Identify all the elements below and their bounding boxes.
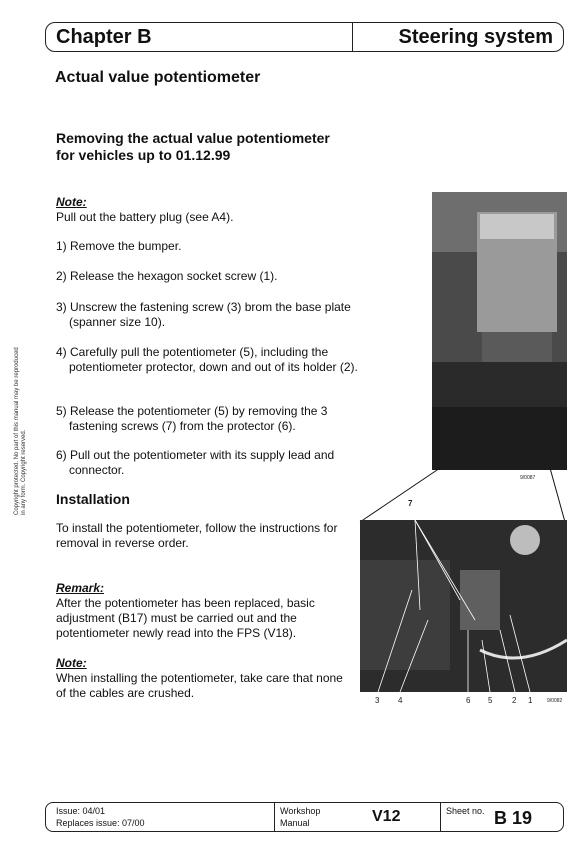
page-footer (45, 802, 564, 832)
copyright-text: Copyright protected. No part of this manual may be reproduced in any form. Copyright reserved. (14, 347, 27, 515)
note-heading: Note: (56, 195, 87, 209)
photo2-label: 7 (408, 499, 413, 508)
chapter-label: Chapter B (56, 26, 152, 48)
remark-text: After the potentiometer has been replaced, basic adjustment (B17) must be carried out and the potentiometer newly read into the FPS (V18). (56, 596, 315, 640)
replaces-issue-label: Replaces issue: 07/00 (56, 818, 145, 828)
note-text: When installing the potentiometer, take care that none of the cables are crushed. (56, 671, 343, 700)
step-item: 1) Remove the bumper. (56, 239, 182, 253)
photo2-label: 4 (398, 696, 403, 705)
note-heading: Note: (56, 656, 87, 670)
step-item: 6) Pull out the potentiometer with its supply lead and connector. (56, 448, 335, 477)
photo2-label: 1 (528, 696, 533, 705)
subtitle-line-2: for vehicles up to 01.12.99 (56, 147, 231, 163)
step-item: 3) Unscrew the fastening screw (3) brom the base plate (spanner size 10). (56, 300, 351, 329)
installation-text: To install the potentiometer, follow the instructions for removal in reverse order. (56, 521, 338, 550)
installation-heading: Installation (56, 491, 130, 507)
potentiometer-photo (360, 520, 567, 692)
footer-divider (274, 803, 275, 831)
step-item: 2) Release the hexagon socket screw (1). (56, 269, 278, 283)
topic-label: Steering system (398, 26, 553, 48)
issue-label: Issue: 04/01 (56, 806, 106, 816)
workshop-label: Workshop (280, 806, 321, 816)
step-item: 4) Carefully pull the potentiometer (5), including the potentiometer protector, down and out of its holder (2). (56, 345, 358, 374)
photo2-label: 5 (488, 696, 493, 705)
note-text: Pull out the battery plug (see A4). (56, 210, 234, 224)
sheet-number: B 19 (494, 808, 533, 828)
photo2-label: 6 (466, 696, 471, 705)
photo1-caption: 9/0087 (520, 475, 536, 481)
step-item: 5) Release the potentiometer (5) by removing the 3 fastening screws (7) from the protector (6). (56, 404, 328, 433)
photo2-label: 3 (375, 696, 380, 705)
page-title: Actual value potentiometer (55, 69, 261, 86)
model-label: V12 (372, 808, 401, 825)
subtitle-line-1: Removing the actual value potentiometer (56, 130, 330, 146)
sheet-no-label: Sheet no. (446, 806, 485, 816)
potentiometer-photo-drawing (360, 520, 567, 692)
manual-label: Manual (280, 818, 310, 828)
footer-divider (440, 803, 441, 831)
photo2-caption: 9/0082 (547, 698, 563, 704)
remark-heading: Remark: (56, 581, 105, 595)
photo2-label: 2 (512, 696, 517, 705)
